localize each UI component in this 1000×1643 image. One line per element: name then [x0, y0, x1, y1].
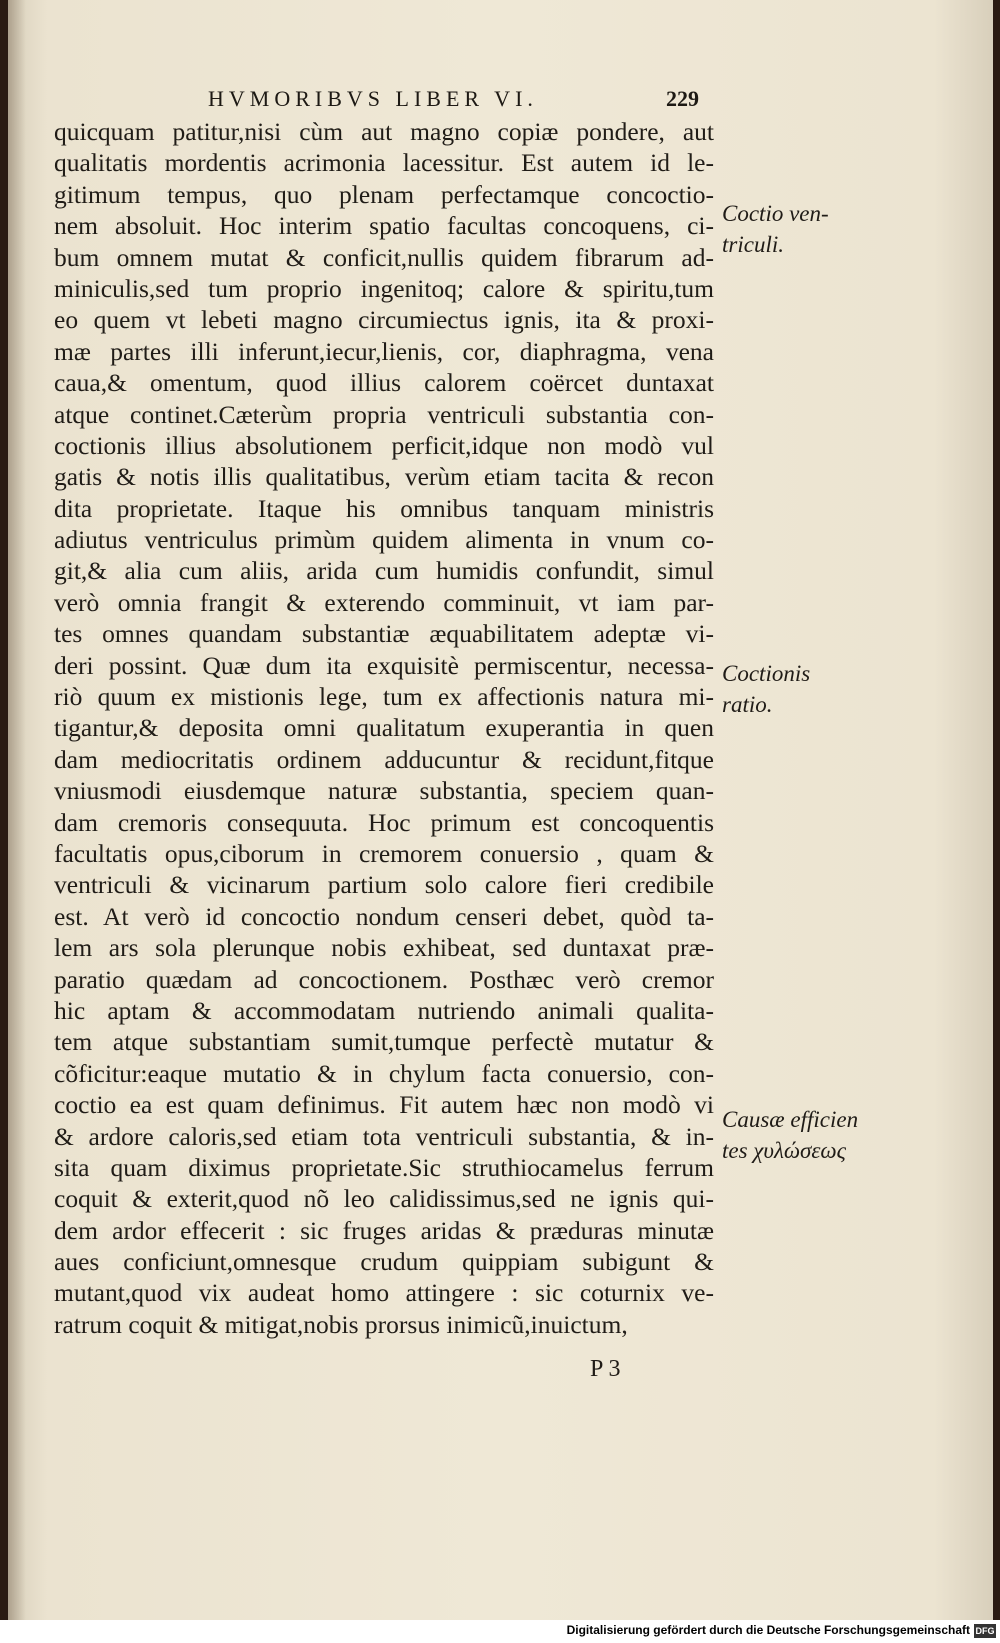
text-line: gitimum tempus, quo plenam perfectamque concoctio- — [54, 179, 714, 209]
margin-note-line: Causæ efficien — [722, 1107, 859, 1132]
text-line: eo quem vt lebeti magno circumiectus ignis, ita & proxi- — [54, 305, 714, 335]
text-line: hic aptam & accommodatam nutriendo animali qualita- — [54, 995, 714, 1025]
text-line: git,& alia cum aliis, arida cum humidis confundit, simul — [54, 556, 714, 586]
text-line: atque continet.Cæterùm propria ventriculi substantia con- — [54, 399, 714, 429]
digitization-footer — [0, 1620, 1000, 1643]
margin-note-causae-efficientes — [722, 1104, 858, 1166]
folio-number: 229 — [666, 86, 699, 111]
text-line: & ardore caloris,sed etiam tota ventriculi substantia, & in- — [54, 1121, 714, 1151]
text-line: dem ardor effecerit : sic fruges aridas & præduras minutæ — [54, 1215, 714, 1245]
text-line: sita quam diximus proprietate.Sic struthiocamelus ferrum — [54, 1152, 714, 1182]
text-line: lem ars sola plerunque nobis exhibeat, sed duntaxat præ- — [54, 933, 714, 963]
text-line: deri possint. Quæ dum ita exquisitè permiscentur, necessa- — [54, 650, 714, 680]
text-line: coctio ea est quam definimus. Fit autem hæc non modò vi — [54, 1090, 714, 1120]
text-line: dita proprietate. Itaque his omnibus tanquam ministris — [54, 493, 714, 523]
text-line: dam mediocritatis ordinem adducuntur & recidunt,fitque — [54, 744, 714, 774]
margin-note-line: Coctionis — [722, 661, 811, 686]
text-line: dam cremoris consequuta. Hoc primum est concoquentis — [54, 807, 714, 837]
text-line: miniculis,sed tum proprio ingenitoq; calore & spiritu,tum — [54, 273, 714, 303]
margin-note-line: Coctio ven- — [722, 201, 829, 226]
text-line: gatis & notis illis qualitatibus, verùm etiam tacita & recon — [54, 462, 714, 492]
text-line: quicquam patitur,nisi cùm aut magno copiæ pondere, aut — [54, 117, 714, 146]
footer-credit: Digitalisierung gefördert durch die Deutsche Forschungsgemeinschaft — [566, 1623, 970, 1637]
signature-mark: P 3 — [590, 1356, 621, 1382]
text-line: adiutus ventriculus primùm quidem alimenta in vnum co- — [54, 525, 714, 555]
text-line: est. At verò id concoctio nondum censeri debet, quòd ta- — [54, 901, 714, 931]
text-line: caua,& omentum, quod illius calorem coërcet duntaxat — [54, 368, 714, 398]
text-line: cõficitur:eaque mutatio & in chylum facta conuersio, con- — [54, 1058, 714, 1088]
margin-note-coctio-ventriculi — [722, 198, 829, 260]
text-line: aues conficiunt,omnesque crudum quippiam subigunt & — [54, 1247, 714, 1277]
text-line: riò quum ex mistionis lege, tum ex affectionis natura mi- — [54, 682, 714, 712]
text-line: facultatis opus,ciborum in cremorem conuersio , quam & — [54, 838, 714, 868]
margin-note-coctionis-ratio — [722, 658, 810, 720]
running-title: HVMORIBVS LIBER VI. — [208, 86, 538, 111]
text-line: coquit & exterit,quod nõ leo calidissimus,sed ne ignis qui- — [54, 1184, 714, 1214]
margin-note-line: ratio. — [722, 692, 773, 717]
text-line: qualitatis mordentis acrimonia lacessitur. Est autem id le- — [54, 148, 714, 178]
text-line: ratrum coquit & mitigat,nobis prorsus inimicũ,inuictum, — [54, 1309, 628, 1339]
book-page — [8, 0, 993, 1620]
text-line: mutant,quod vix audeat homo attingere : sic coturnix ve- — [54, 1278, 714, 1308]
text-line: nem absoluit. Hoc interim spatio facultas concoquens, ci- — [54, 211, 714, 241]
text-line: tes omnes quandam substantiæ æquabilitatem adeptæ vi- — [54, 619, 714, 649]
dfg-logo: DFG — [975, 1626, 995, 1636]
text-line: vniusmodi eiusdemque naturæ substantia, speciem quan- — [54, 776, 714, 806]
text-line: bum omnem mutat & conficit,nullis quidem fibrarum ad- — [54, 242, 714, 272]
margin-note-line: tes χυλώσεως — [722, 1138, 846, 1163]
text-line: coctionis illius absolutionem perficit,idque non modò vul — [54, 430, 714, 460]
text-line: ventriculi & vicinarum partium solo calore fieri credibile — [54, 870, 714, 900]
text-line: tigantur,& deposita omni qualitatum exuperantia in quen — [54, 713, 714, 743]
margin-note-line: triculi. — [722, 232, 784, 257]
text-line: mæ partes illi inferunt,iecur,lienis, cor, diaphragma, vena — [54, 336, 714, 366]
body-text — [54, 116, 714, 1340]
text-line: verò omnia frangit & exterendo comminuit, vt iam par- — [54, 587, 714, 617]
text-line: tem atque substantiam sumit,tumque perfectè mutatur & — [54, 1027, 714, 1057]
gutter-shadow — [8, 0, 26, 1620]
text-line: paratio quædam ad concoctionem. Posthæc verò cremor — [54, 964, 714, 994]
